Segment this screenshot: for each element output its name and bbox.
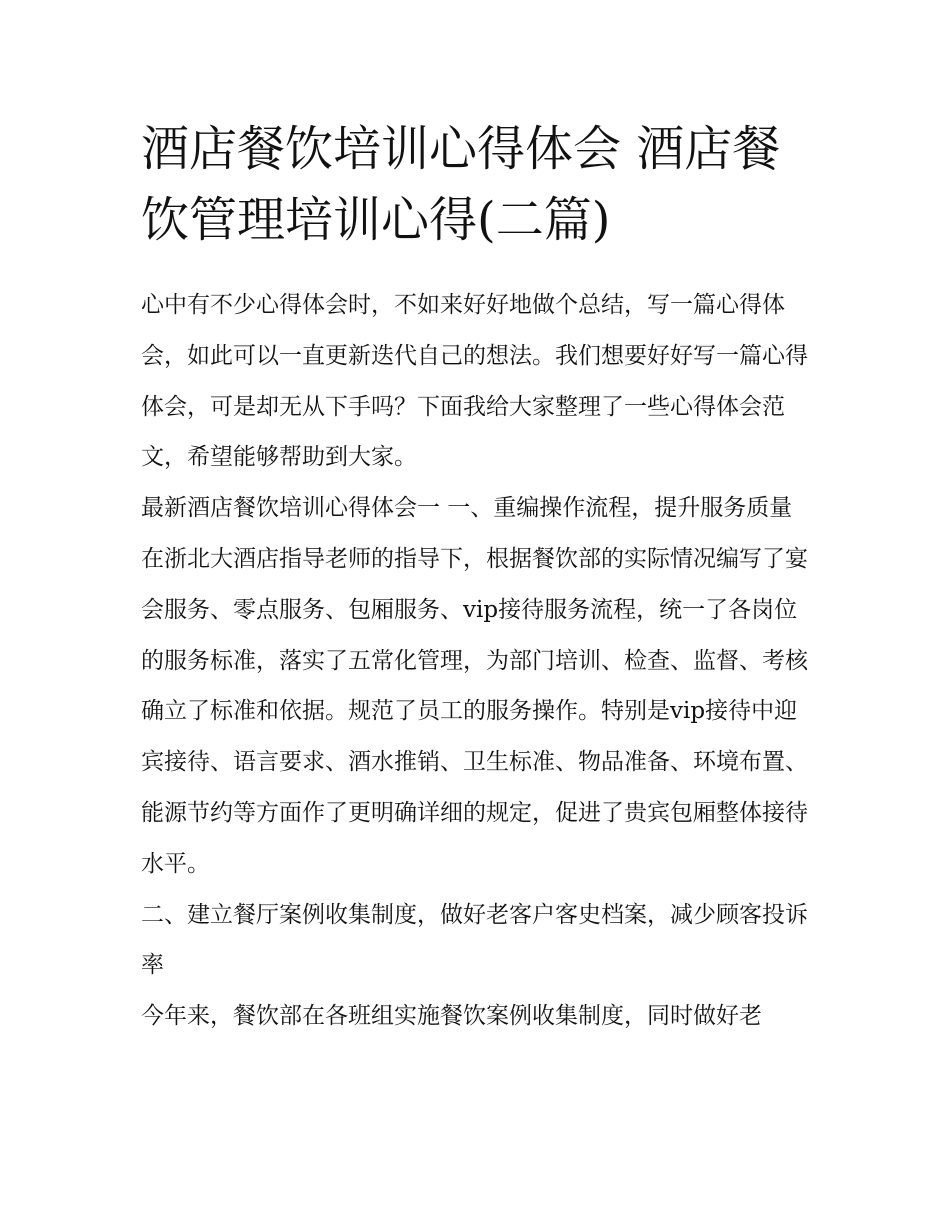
document-title: 酒店餐饮培训心得体会 酒店餐饮管理培训心得(二篇) xyxy=(141,121,781,248)
paragraph-section-2: 今年来，餐饮部在各班组实施餐饮案例收集制度，同时做好老 xyxy=(141,1003,762,1030)
section-heading-2: 二、建立餐厅案例收集制度，做好老客户客史档案，减少顾客投诉率 xyxy=(141,901,808,979)
section-heading-1: 最新酒店餐饮培训心得体会一 一、重编操作流程，提升服务质量 xyxy=(141,495,793,522)
paragraph-section-1: 在浙北大酒店指导老师的指导下，根据餐饮部的实际情况编写了宴会服务、零点服务、包厢服务、vip接待服务流程，统一了各岗位的服务标准，落实了五常化管理，为部门培训、检查、监督、考核确立了标准和依据。规范了员工的服务操作。特别是vip接待中迎宾接待、语言要求、酒水推销、卫生标准、物品准备、环境布置、能源节约等方面作了更明确详细的规定，促进了贵宾包厢整体接待水平。 xyxy=(141,545,808,877)
document-body xyxy=(141,114,813,1042)
paragraph-intro: 心中有不少心得体会时，不如来好好地做个总结，写一篇心得体会，如此可以一直更新迭代自己的想法。我们想要好好写一篇心得体会，可是却无从下手吗？下面我给大家整理了一些心得体会范文，希望能够帮助到大家。 xyxy=(141,292,808,471)
